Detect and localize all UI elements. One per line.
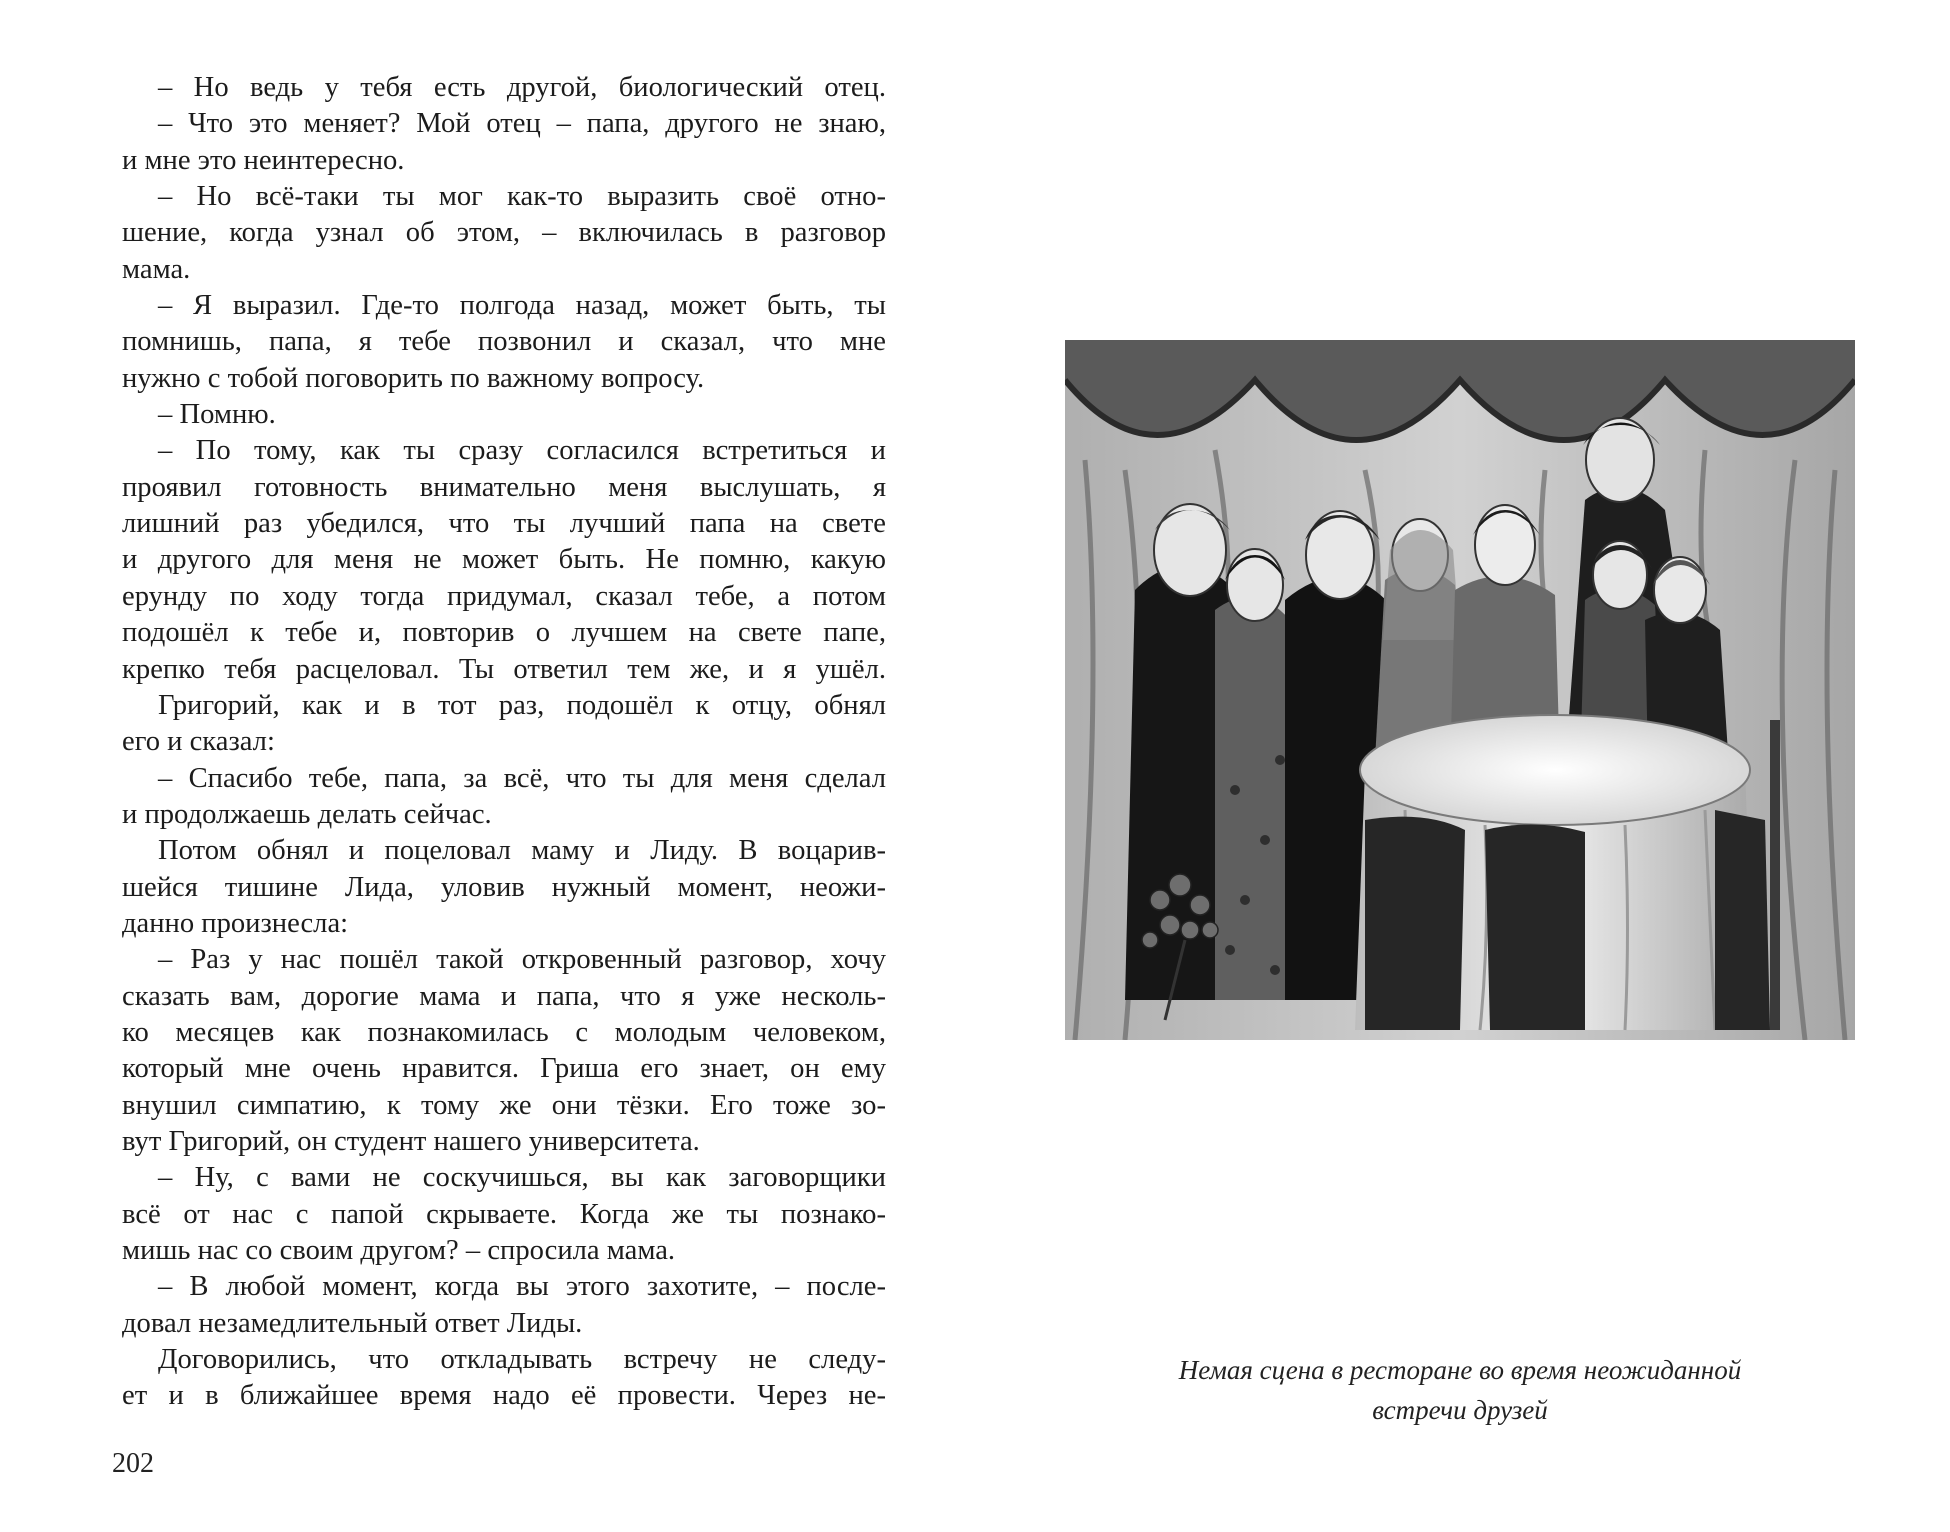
illustration-caption <box>1075 1350 1845 1430</box>
text-line: – Но ведь у тебя есть другой, биологический отец. <box>158 72 886 103</box>
text-line: Григорий, как и в тот раз, подошёл к отцу, обнял <box>158 689 886 721</box>
text-line: лишний раз убедился, что ты лучший папа на свете <box>122 508 886 540</box>
text-line: вут Григорий, он студент нашего университета. <box>122 1125 700 1157</box>
text-line: ко месяцев как познакомилась с молодым человеком, <box>122 1016 886 1048</box>
illustration-drawing <box>1065 340 1855 1040</box>
text-line: крепко тебя расцеловал. Ты ответил тем же, и я ушёл. <box>122 653 886 685</box>
caption-line: встречи друзей <box>1372 1395 1548 1425</box>
text-line: – Я выразил. Где-то полгода назад, может быть, ты <box>158 290 886 322</box>
text-line: сказать вам, дорогие мама и папа, что я уже несколь- <box>122 980 886 1012</box>
text-line: всё от нас с папой скрываете. Когда же ты познако- <box>122 1198 886 1230</box>
text-line: шение, когда узнал об этом, – включилась в разговор <box>122 217 886 249</box>
text-line: его и сказал: <box>122 726 275 758</box>
text-line: Договорились, что откладывать встречу не следу- <box>158 1344 886 1376</box>
text-line: который мне очень нравится. Гриша его знает, он ему <box>122 1053 886 1085</box>
text-line: ет и в ближайшее время надо её провести. Через не- <box>122 1380 886 1412</box>
text-line: мишь нас со своим другом? – спросила мама. <box>122 1235 676 1266</box>
right-page <box>975 0 1950 1532</box>
text-line: мама. <box>122 253 191 285</box>
text-line: и другого для меня не может быть. Не помню, какую <box>122 544 886 576</box>
text-line: и мне это неинтересно. <box>122 144 405 176</box>
text-line: нужно с тобой поговорить по важному вопросу. <box>122 362 705 394</box>
text-line: – Ну, с вами не соскучишься, вы как заговорщики <box>158 1162 886 1194</box>
text-line: помнишь, папа, я тебе позвонил и сказал, что мне <box>122 326 886 358</box>
text-line: данно произнесла: <box>122 907 349 939</box>
text-line: – Раз у нас пошёл такой откровенный разговор, хочу <box>158 944 886 976</box>
text-line: и продолжаешь делать сейчас. <box>122 798 492 830</box>
page-number: 202 <box>112 1448 154 1479</box>
text-line: – Но всё-таки ты мог как-то выразить своё отно- <box>158 181 886 213</box>
text-line: – Что это меняет? Мой отец – папа, другого не знаю, <box>158 108 886 140</box>
text-line: Потом обнял и поцеловал маму и Лиду. В воцарив- <box>158 835 886 867</box>
body-text <box>122 70 886 1415</box>
text-line: довал незамедлительный ответ Лиды. <box>122 1307 583 1339</box>
text-line: шейся тишине Лида, уловив нужный момент, неожи- <box>122 871 886 903</box>
text-line: – В любой момент, когда вы этого захотите, – после- <box>158 1271 886 1303</box>
text-line: проявил готовность внимательно меня выслушать, я <box>122 471 886 503</box>
text-line: – Помню. <box>158 399 276 431</box>
caption-line: Немая сцена в ресторане во время неожиданной <box>1178 1355 1742 1385</box>
text-line: – По тому, как ты сразу согласился встретиться и <box>158 435 886 467</box>
text-line: внушил симпатию, к тому же они тёзки. Его тоже зо- <box>122 1089 886 1121</box>
text-line: ерунду по ходу тогда придумал, сказал тебе, а потом <box>122 580 886 612</box>
text-line: подошёл к тебе и, повторив о лучшем на свете папе, <box>122 617 886 649</box>
restaurant-scene-illustration <box>1065 340 1855 1040</box>
text-line: – Спасибо тебе, папа, за всё, что ты для меня сделал <box>158 762 886 794</box>
